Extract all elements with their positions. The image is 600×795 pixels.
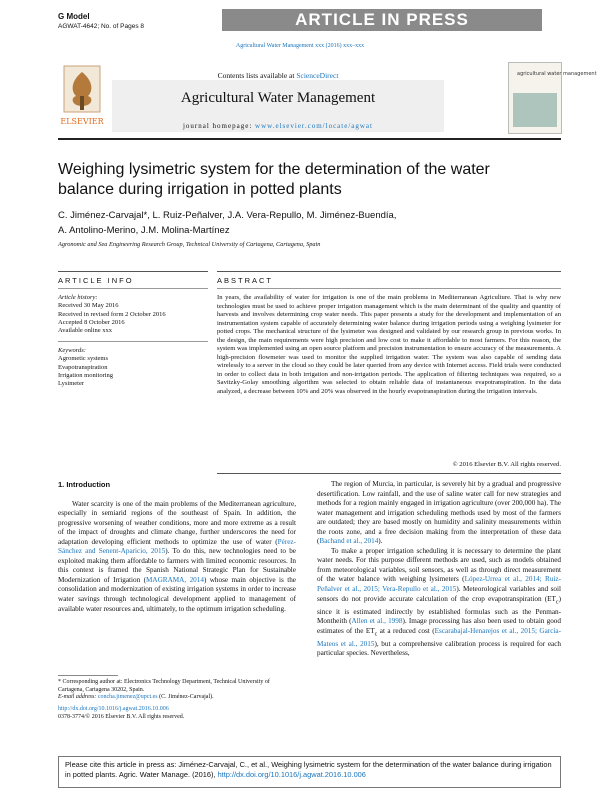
history-label: Article history: xyxy=(58,294,98,301)
body-column-right xyxy=(317,480,561,659)
subscript: c xyxy=(555,599,559,605)
paragraph-text: ), but a comprehensive calibration process is required for each particular species. Nevertheless, xyxy=(317,639,561,658)
reference-link[interactable]: Escarabajal-Henarejos et al., 2015; García-Mateos et al., 2015 xyxy=(317,626,561,648)
homepage-link[interactable]: www.elsevier.com/locate/agwat xyxy=(255,122,373,130)
paragraph-text: ). Meteorological variables and soil sensors do not provide accurate calculation of the crop evapotranspiration (ET xyxy=(317,585,561,603)
abstract-top-rule xyxy=(217,271,561,272)
author-list xyxy=(58,208,528,238)
paragraph-text: The region of Murcia, in particular, is severely hit by a gradual and progressive desertification. Low rainfall, and the use of saline water call for new strategies and methods for a region mainly engaged in irrigation agriculture (over 200,000 ha). The water management and irrigation scheduling methods used by most of the farmers are outdated; they are based mostly on humidity and salinity measurements within the roots zone, and a free decision making from the interpretation of these data ( xyxy=(317,480,561,546)
abstract-mid-rule xyxy=(217,288,561,289)
journal-title: Agricultural Water Management xyxy=(180,90,376,106)
paragraph-text: ). Image processing has also been used to obtain good estimates of the ET xyxy=(317,617,561,635)
article-history xyxy=(58,294,208,335)
journal-citation-line[interactable]: Agricultural Water Management xxx (2016) xxx–xxx xyxy=(235,43,365,49)
journal-cover-thumbnail xyxy=(508,62,597,134)
email-line xyxy=(58,694,296,702)
authors-line-2[interactable]: A. Antolino-Merino, J.M. Molina-Martínez xyxy=(58,225,230,236)
paragraph-text: To make a proper irrigation scheduling it is necessary to determine the plant water needs. For this purpose different methods are used, such as models obtained from meteorological variables, soil sensors, as well as through direct measurement of the water balance with weighing lysimeters ( xyxy=(317,546,561,584)
paragraph-text: Water scarcity is one of the main problems of the Mediterranean agriculture, especially in semiarid regions of the southeast of Spain. In addition, the progressive worsening of weather conditions, more and more extreme as a result of the impact of droughts and climate change, further underscores the need for adaptation developing efficient methods to optimize the use of water ( xyxy=(58,499,296,546)
reference-link[interactable]: Pérez-Sánchez and Senent-Aparicio, 2015 xyxy=(58,537,296,556)
keyword-item: Irrigation monitoring xyxy=(58,371,114,379)
sciencedirect-link[interactable]: ScienceDirect xyxy=(296,71,339,80)
article-info-heading: ARTICLE INFO xyxy=(58,276,134,285)
paragraph-text: ). xyxy=(378,537,383,546)
paragraph xyxy=(58,500,296,615)
reference-link[interactable]: MAGRAMA, 2014 xyxy=(146,575,204,584)
paragraph xyxy=(317,480,561,547)
citation-text: Please cite this article in press as: Jiménez-Carvajal, C., et al., Weighing lysimetric system for the determination of the water balance during irrigation in potted plants. Agric. Water Manage. (2016), xyxy=(65,760,552,779)
keyword-item: Agrometic systems xyxy=(58,355,109,363)
article-in-press-banner: ARTICLE IN PRESS xyxy=(222,9,542,31)
g-model-label: G Model xyxy=(58,12,90,21)
email-owner: (C. Jiménez-Carvajal). xyxy=(159,694,214,701)
history-item: Available online xxx xyxy=(58,327,113,335)
abstract-text: In years, the availability of water for irrigation is one of the main problems in Mediterranean Agriculture. That is why new technologies must be used to achieve proper irrigation management which is the main determinant of the quality and quantity of harvests and involves determining crop water needs. This paper presents a study for the development and implementation of an instrumentation system capable of accurately determining water balance during irrigation periods using a weighing lysimeter for potted crops. The mechanical structure of the lysimeter was designed and validated by our research group in previous works. In the design, the main requirements were high precision and low cost to make it affordable to most farmers. For this reason, the system was implemented using an open source platform and precision instrumentation to ensure accuracy of the measurements. A high-precision flowmeter was used to monitor the supplied irrigation water. The system was also capable of sending data wirelessly to a server in the cloud so they could be later queried from any device with Internet access. Field trials were conducted in order to collect data in both irrigation and non-irrigation periods. The application of filtering techniques was required, so a Savitzky-Golay smoothing algorithm was selected to obtain reliable data of instantaneous evapotranspiration. In the data analyzed, a decrease between 10% and 20% was observed in the hourly evapotranspiration during the irrigation intervals. xyxy=(217,294,561,396)
contents-prefix: Contents lists available at xyxy=(217,71,295,80)
abstract-copyright: © 2016 Elsevier B.V. All rights reserved. xyxy=(452,461,561,468)
homepage-label: journal homepage: xyxy=(182,122,253,130)
keywords-rule xyxy=(58,341,208,342)
history-item: Accepted 8 October 2016 xyxy=(58,318,125,326)
subscript: c xyxy=(374,631,378,638)
history-item: Received 30 May 2016 xyxy=(58,302,119,310)
article-info-top-rule xyxy=(58,271,208,272)
elsevier-wordmark: ELSEVIER xyxy=(60,117,104,126)
paper-title: Weighing lysimetric system for the determination of the water balance during irrigation in potted plants xyxy=(58,161,490,198)
reference-link[interactable]: Allen et al., 1998 xyxy=(351,617,403,626)
paragraph-text: ) whose main objective is the consolidation and modernization of existing irrigation systems in order to increase water savings through technological development applied to management of available water resources and, ultimately, to the optimum irrigation scheduling. xyxy=(58,575,296,613)
affiliation: Agronomic and Sea Engineering Research Group, Technical University of Cartagena, Cartagena, Spain xyxy=(58,241,321,248)
keywords-block xyxy=(58,347,208,388)
doi-link[interactable]: http://dx.doi.org/10.1016/j.agwat.2016.10.006 xyxy=(58,706,169,713)
abstract-heading: ABSTRACT xyxy=(217,276,274,285)
section-heading-introduction: 1. Introduction xyxy=(58,480,111,489)
article-id: AGWAT-4642; No. of Pages 8 xyxy=(58,23,144,30)
paragraph-text: ) since it is estimated indirectly by established formulas such as the Penman-Montheith ( xyxy=(317,594,561,626)
issn-line: 0378-3774/© 2016 Elsevier B.V. All rights reserved. xyxy=(58,713,185,720)
paragraph-text: ). To do this, new technologies need to be exploited making them affordable to farmers with limited economic resources. In this context is framed the Spanish National Strategic Plan for Sustainable Modernization of Irrigation ( xyxy=(58,547,296,584)
email-link[interactable]: concha.jimenez@upct.es xyxy=(97,694,158,701)
citation-box xyxy=(58,756,561,788)
corresponding-author: * Corresponding author at: Electronics Technology Department, Technical University of Cartagena, Cartagena 30202, Spain. xyxy=(58,679,270,693)
abstract-bottom-rule xyxy=(217,473,561,474)
elsevier-logo xyxy=(58,62,106,134)
keyword-item: Evapotranspiration xyxy=(58,363,108,371)
footnote xyxy=(58,679,296,722)
article-info-mid-rule xyxy=(58,288,208,289)
citation-doi-link[interactable]: http://dx.doi.org/10.1016/j.agwat.2016.10.006 xyxy=(217,770,366,779)
keywords-label: Keywords: xyxy=(58,347,86,354)
contents-line xyxy=(112,71,444,80)
paragraph-text: at a reduced cost ( xyxy=(377,626,435,635)
body-column-left xyxy=(58,480,296,614)
cover-title: agricultural water management xyxy=(517,71,597,77)
history-item: Received in revised form 2 October 2016 xyxy=(58,310,166,318)
keyword-item: Lysimeter xyxy=(58,380,84,388)
reference-link[interactable]: Bachand et al., 2014 xyxy=(319,537,379,546)
email-label: E-mail address: xyxy=(58,694,97,701)
reference-link[interactable]: López-Urrea et al., 2014; Ruiz-Peñalver et al., 2015; Vera-Repullo et al., 2015 xyxy=(317,575,561,594)
footnote-rule xyxy=(58,675,118,676)
authors-line-1[interactable]: C. Jiménez-Carvajal*, L. Ruiz-Peñalver, J.A. Vera-Repullo, M. Jiménez-Buendía, xyxy=(58,210,397,221)
paragraph xyxy=(317,547,561,659)
header-rule xyxy=(58,138,561,140)
journal-homepage xyxy=(112,122,444,130)
